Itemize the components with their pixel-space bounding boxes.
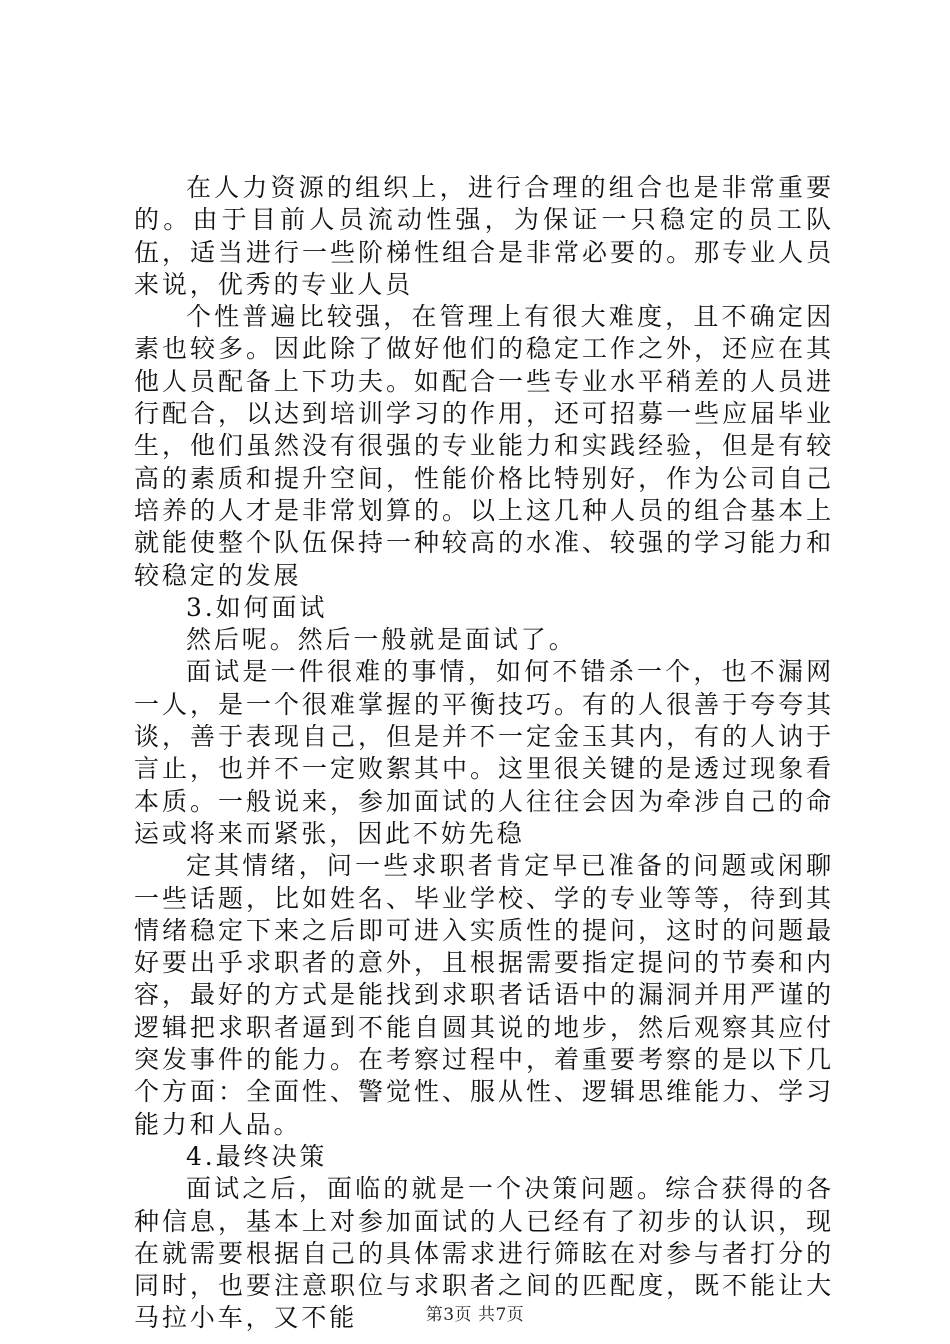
paragraph-then-interview: 然后呢。然后一般就是面试了。: [186, 625, 577, 655]
paragraph-team-composition: 在人力资源的组织上，进行合理的组合也是非常重要的。由于目前人员流动性强，为保证一只稳定的员工队伍，适当进行一些阶梯性组合是非常必要的。那专业人员来说，优秀的专业人员: [134, 173, 834, 299]
paragraph-interview-method: 定其情绪，问一些求职者肯定早已准备的问题或闲聊一些话题，比如姓名、毕业学校、学的专业等等，待到其情绪稳定下来之后即可进入实质性的提问，这时的问题最好要出乎求职者的意外，且根据需要指定提问的节奏和内容，最好的方式是能找到求职者话语中的漏洞并用严谨的逻辑把求职者逼到不能自圆其说的地步，然后观察其应付突发事件的能力。在考察过程中，着重要考察的是以下几个方面：全面性、警觉性、服从性、逻辑思维能力、学习能力和人品。: [134, 851, 834, 1139]
paragraph-staff-mix: 个性普遍比较强，在管理上有很大难度，且不确定因素也较多。因此除了做好他们的稳定工作之外，还应在其他人员配备上下功夫。如配合一些专业水平稍差的人员进行配合，以达到培训学习的作用，还可招募一些应届毕业生，他们虽然没有很强的专业能力和实践经验，但是有较高的素质和提升空间，性能价格比特别好，作为公司自己培养的人才是非常划算的。以上这几种人员的组合基本上就能使整个队伍保持一种较高的水准、较强的学习能力和较稳定的发展: [134, 302, 834, 590]
paragraph-decision: 面试之后，面临的就是一个决策问题。综合获得的各种信息，基本上对参加面试的人已经有了初步的认识，现在就需要根据自己的具体需求进行筛眩在对参与者打分的同时，也要注意职位与求职者之间的匹配度，既不能让大马拉小车，又不能: [134, 1174, 834, 1333]
section-heading-final-decision: 4.最终决策: [186, 1141, 328, 1171]
page-number-footer: 第3页 共7页: [425, 1305, 525, 1325]
document-body: [134, 172, 834, 1335]
paragraph-interview-difficulty: 面试是一件很难的事情，如何不错杀一个，也不漏网一人，是一个很难掌握的平衡技巧。有的人很善于夸夸其谈，善于表现自己，但是并不一定金玉其内，有的人讷于言止，也并不一定败絮其中。这里很关键的是透过现象看本质。一般说来，参加面试的人往往会因为牵涉自己的命运或将来而紧张，因此不妨先稳: [134, 657, 834, 848]
section-heading-interview: 3.如何面试: [186, 592, 328, 622]
